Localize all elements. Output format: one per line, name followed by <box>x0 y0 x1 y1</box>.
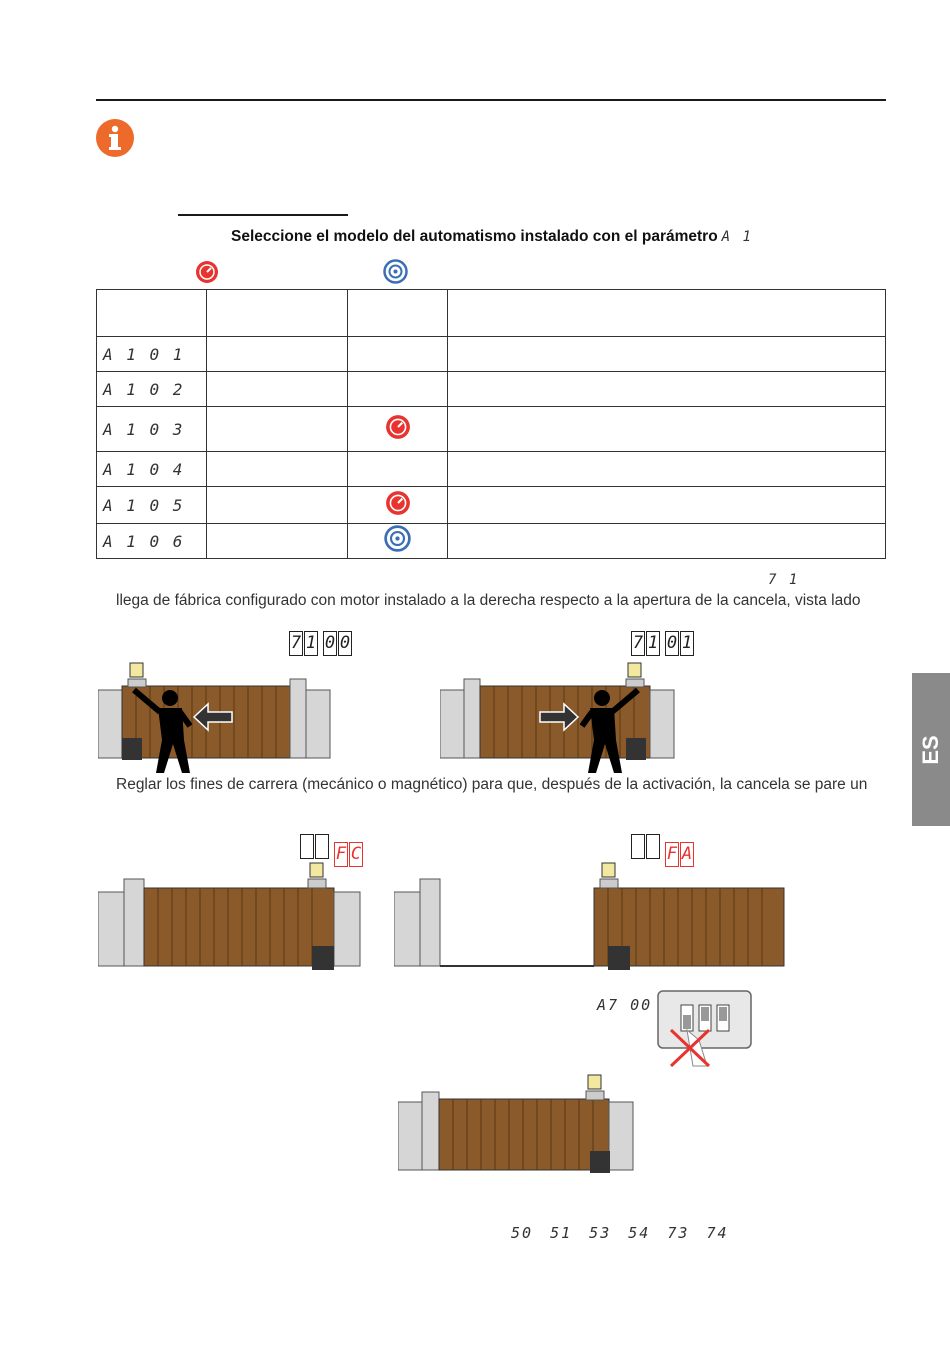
gate-illustration-right <box>440 660 680 775</box>
table-row <box>97 524 886 559</box>
motor-param: 7 1 <box>768 572 800 588</box>
factory-text: llega de fábrica configurado con motor instalado a la derecha respecto a la apertura de la cancela, vista lado <box>116 592 861 609</box>
model-table <box>96 289 886 559</box>
digit: 0 <box>665 631 679 656</box>
limits-text: Reglar los fines de carrera (mecánico o magnético) para que, después de la activación, la cancela se pare un <box>116 776 868 793</box>
digit <box>300 834 314 859</box>
row-code: A 1 0 2 <box>97 372 207 407</box>
cycle-icon <box>384 525 411 552</box>
display-left <box>289 631 353 656</box>
top-rule <box>96 99 886 101</box>
gate-closed-illustration <box>98 860 363 972</box>
section-heading <box>231 228 753 246</box>
gate-center-illustration <box>398 1073 638 1175</box>
row-code: A 1 0 5 <box>97 487 207 524</box>
digit: C <box>349 842 363 867</box>
language-tab <box>912 673 950 826</box>
a7-code: A7 00 <box>597 996 653 1014</box>
digit: 7 <box>289 631 303 656</box>
heading-param: A 1 <box>721 229 753 245</box>
digit <box>315 834 329 859</box>
bottom-codes: 50 51 53 54 73 74 <box>511 1224 729 1242</box>
speedometer-icon <box>195 260 219 289</box>
digit: 0 <box>338 631 352 656</box>
table-row <box>97 407 886 452</box>
digit <box>646 834 660 859</box>
digit: 1 <box>680 631 694 656</box>
digit: A <box>680 842 694 867</box>
table-row <box>97 337 886 372</box>
digit <box>631 834 645 859</box>
cycle-icon <box>383 259 408 289</box>
digit: 1 <box>304 631 318 656</box>
gate-open-illustration <box>394 860 789 972</box>
row-code: A 1 0 6 <box>97 524 207 559</box>
digit: F <box>665 842 679 867</box>
digit: 1 <box>646 631 660 656</box>
table-row <box>97 487 886 524</box>
digit: F <box>334 842 348 867</box>
gate-illustration-left <box>98 660 338 775</box>
info-icon <box>96 119 134 157</box>
table-header-row <box>97 290 886 337</box>
digit: 7 <box>631 631 645 656</box>
heading-text: Seleccione el modelo del automatismo instalado con el parámetro <box>231 228 718 245</box>
dip-switch-icon <box>657 990 753 1068</box>
digit: 0 <box>323 631 337 656</box>
table-row <box>97 372 886 407</box>
speedometer-icon <box>385 414 411 440</box>
language-tab-label: ES <box>918 734 943 765</box>
section-rule <box>178 214 348 216</box>
table-row <box>97 452 886 487</box>
row-code: A 1 0 4 <box>97 452 207 487</box>
row-code: A 1 0 1 <box>97 337 207 372</box>
display-right <box>631 631 695 656</box>
row-code: A 1 0 3 <box>97 407 207 452</box>
speedometer-icon <box>385 490 411 516</box>
